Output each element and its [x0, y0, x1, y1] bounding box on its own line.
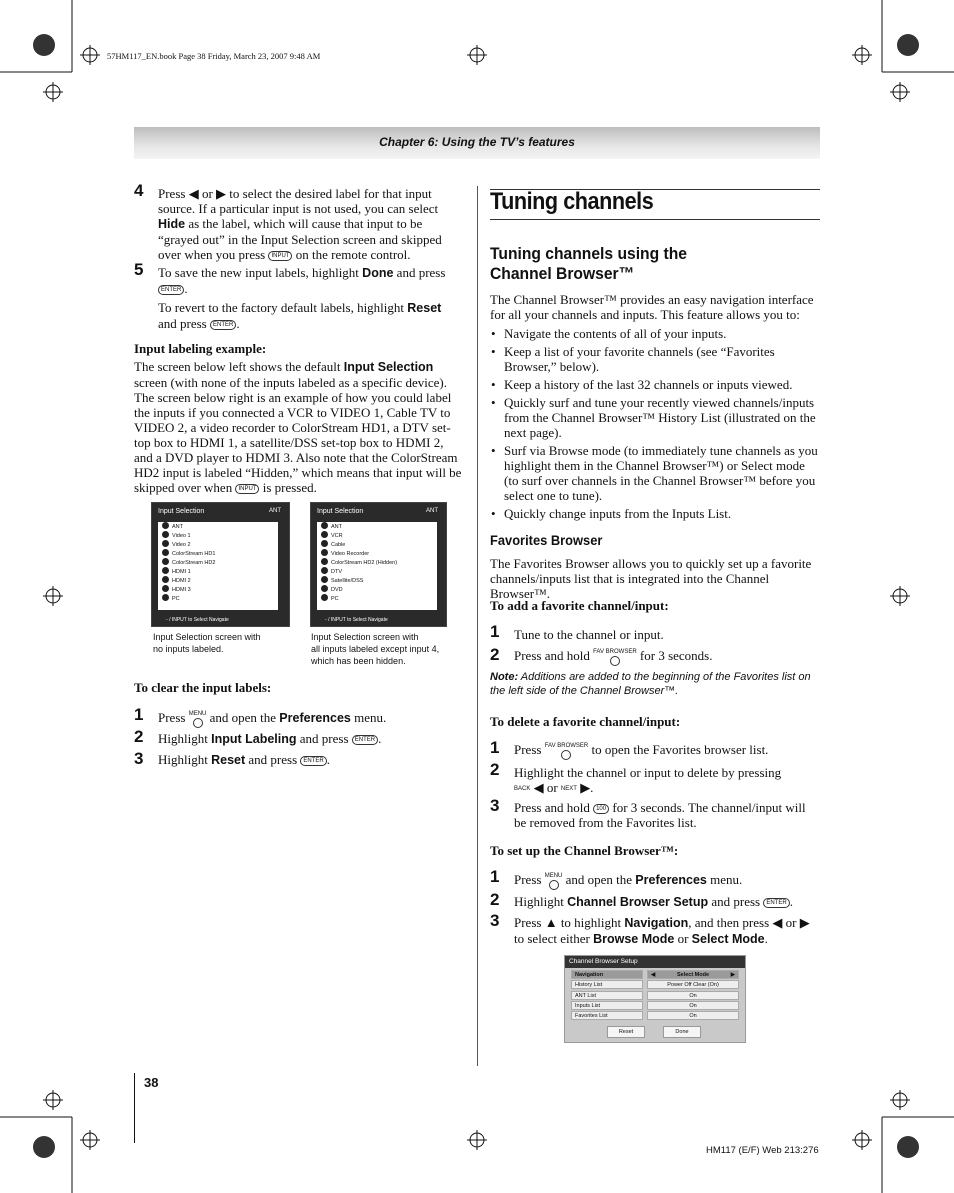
favorites-text: The Favorites Browser allows you to quickly set up a favorite channels/inputs list that is integrated into the Channel Browser™. [490, 556, 812, 601]
step-4-text: Press ◀ or ▶ to select the desired label for that input source. If a particular input is not used, you can select Hide as the label, which will cause that input to be “grayed out” in the Input Selection screen and skipped over when you press INPUT on the remote control. [158, 186, 442, 262]
menu-button-icon: MENU [545, 873, 563, 890]
add-step-1: Tune to the channel or input. [514, 627, 664, 642]
channel-browser-setup-screen: Channel Browser Setup Navigation ◀ Select Mode ▶ History List Power Off Clear (On) ANT List On Inputs List On Favorites List On Reset Done [564, 955, 746, 1043]
list-item: • Quickly change inputs from the Inputs List. [490, 506, 820, 521]
list-item: • Keep a list of your favorite channels (see “Favorites Browser,” below). [490, 344, 820, 374]
fav-browser-button-icon: FAV BROWSER [593, 649, 637, 666]
book-info: 57HM117_EN.book Page 38 Friday, March 23, 2007 9:48 AM [107, 51, 321, 61]
chapter-header [134, 127, 820, 159]
enter-button-icon: ENTER [763, 898, 789, 908]
setup-screen-title: Channel Browser Setup [565, 956, 745, 968]
setup-step-3: Press ▲ to highlight Navigation, and then press ◀ or ▶ to select either Browse Mode or Select Mode. [514, 915, 810, 946]
add-step-2: Press and hold FAV BROWSER for 3 seconds. [514, 648, 819, 666]
next-button-icon: NEXT [560, 785, 577, 792]
delete-step-2: Highlight the channel or input to delete by pressing BACK ◀ or NEXT ▶. [514, 765, 782, 795]
page-number-rule [134, 1073, 135, 1143]
section-title: Tuning channels using the Channel Browser™ [490, 244, 687, 283]
setup-step-2: Highlight Channel Browser Setup and press ENTER . [514, 894, 793, 909]
page-title: Tuning channels [490, 188, 654, 215]
delete-step-3: Press and hold 100 for 3 seconds. The channel/input will be removed from the Favorites list. [514, 800, 806, 830]
input-selection-screen-default: Input Selection ANT ANT Video 1 Video 2 ColorStream HD1 ColorStream HD2 HDMI 1 HDMI 2 HDMI 3 PC - / INPUT to Select Navigate [151, 502, 290, 627]
list-item: • Surf via Browse mode (to immediately tune channels as you highlight them in the Channel Browser™) or Select mode (to surf over channels in the Channel Browser™ before you select one to tune). [490, 443, 820, 503]
list-item: • Navigate the contents of all of your inputs. [490, 326, 820, 341]
list-item: • Quickly surf and tune your recently viewed channels/inputs from the Channel Browser™ History List (illustrated on the next page). [490, 395, 820, 440]
step-5-number: 5 [134, 260, 144, 279]
input-button-icon: INPUT [235, 484, 259, 494]
title-rule-bottom [490, 219, 820, 220]
back-button-icon: BACK [514, 785, 531, 792]
setup-browser-heading: To set up the Channel Browser™: [490, 843, 679, 858]
example-heading: Input labeling example: [134, 341, 267, 356]
chapter-header-text: Chapter 6: Using the TV’s features [379, 135, 575, 149]
intro-paragraph: The Channel Browser™ provides an easy navigation interface for all your channels and inputs. This feature allows you to: • Navigate the contents of all of your inputs. • Keep a list of your favorite channels (see “Favorites Browser,” below). • Keep a history of the last 32 channels or inputs viewed. • Quickly surf and tune your recently viewed channels/inputs from the Channel Browser™ History List (illustrated on the next page). • Surf via Browse mode (to immediately tune channels as you highlight them in the Channel Browser™) or Select mode (to surf over channels in the Channel Browser™ before you select one to tune). • Quickly change inputs from the Inputs List. [490, 292, 820, 524]
delete-favorite-heading: To delete a favorite channel/input: [490, 714, 681, 729]
enter-button-icon: ENTER [210, 320, 236, 330]
input-button-icon: INPUT [268, 251, 292, 261]
hundred-button-icon: 100 [593, 804, 609, 814]
favorites-heading: Favorites Browser [490, 532, 603, 548]
add-favorite-heading: To add a favorite channel/input: [490, 598, 669, 613]
footer-code: HM117 (E/F) Web 213:276 [706, 1145, 819, 1156]
setup-step-1: Press MENU and open the Preferences menu. [514, 872, 819, 890]
clear-step-3: Highlight Reset and press ENTER . [158, 752, 330, 767]
column-divider [477, 186, 478, 1066]
feature-list [490, 326, 820, 521]
list-item: • Keep a history of the last 32 channels or inputs viewed. [490, 377, 820, 392]
clear-step-2: Highlight Input Labeling and press ENTER . [158, 731, 382, 746]
menu-button-icon: MENU [189, 711, 207, 728]
enter-button-icon: ENTER [300, 756, 326, 766]
enter-button-icon: ENTER [352, 735, 378, 745]
caption-default: Input Selection screen with no inputs labeled. [153, 632, 261, 654]
clear-step-1: Press MENU and open the Preferences menu. [158, 710, 463, 728]
caption-labeled: Input Selection screen with all inputs labeled except input 4, which has been hidden. [311, 632, 440, 666]
clear-labels-heading: To clear the input labels: [134, 680, 272, 695]
input-selection-screen-labeled: Input Selection ANT ANT VCR Cable Video Recorder ColorStream HD2 (Hidden) DTV Satellite/DSS DVD PC - / INPUT to Select Navigate [310, 502, 447, 627]
step-4-number: 4 [134, 181, 144, 200]
enter-button-icon: ENTER [158, 285, 184, 295]
delete-step-1: Press FAV BROWSER to open the Favorites browser list. [514, 742, 819, 760]
done-button: Done [663, 1026, 701, 1038]
step-5-text: To save the new input labels, highlight Done and press ENTER . To revert to the factory default labels, highlight Reset and press ENTER . [158, 265, 446, 331]
note: Note: Additions are added to the beginning of the Favorites list on the left side of the Channel Browser™. [490, 671, 811, 697]
fav-browser-button-icon: FAV BROWSER [545, 743, 589, 760]
page-number: 38 [144, 1075, 159, 1090]
reset-button: Reset [607, 1026, 645, 1038]
input-labeling-example: Input labeling example: The screen below left shows the default Input Selection screen (with none of the inputs labeled as a specific device). The screen below right is an example of how you could label the inputs if you connected a VCR to VIDEO 1, Cable TV to VIDEO 2, a video recorder to ColorStream HD1, a DTV set-top box to HDMI 1, a satellite/DSS set-top box to HDMI 2, and a DVD player to HDMI 3. Also note that the ColorStream HD2 input is labeled “Hidden,” which means that input will be skipped over when INPUT is pressed. [134, 341, 464, 495]
